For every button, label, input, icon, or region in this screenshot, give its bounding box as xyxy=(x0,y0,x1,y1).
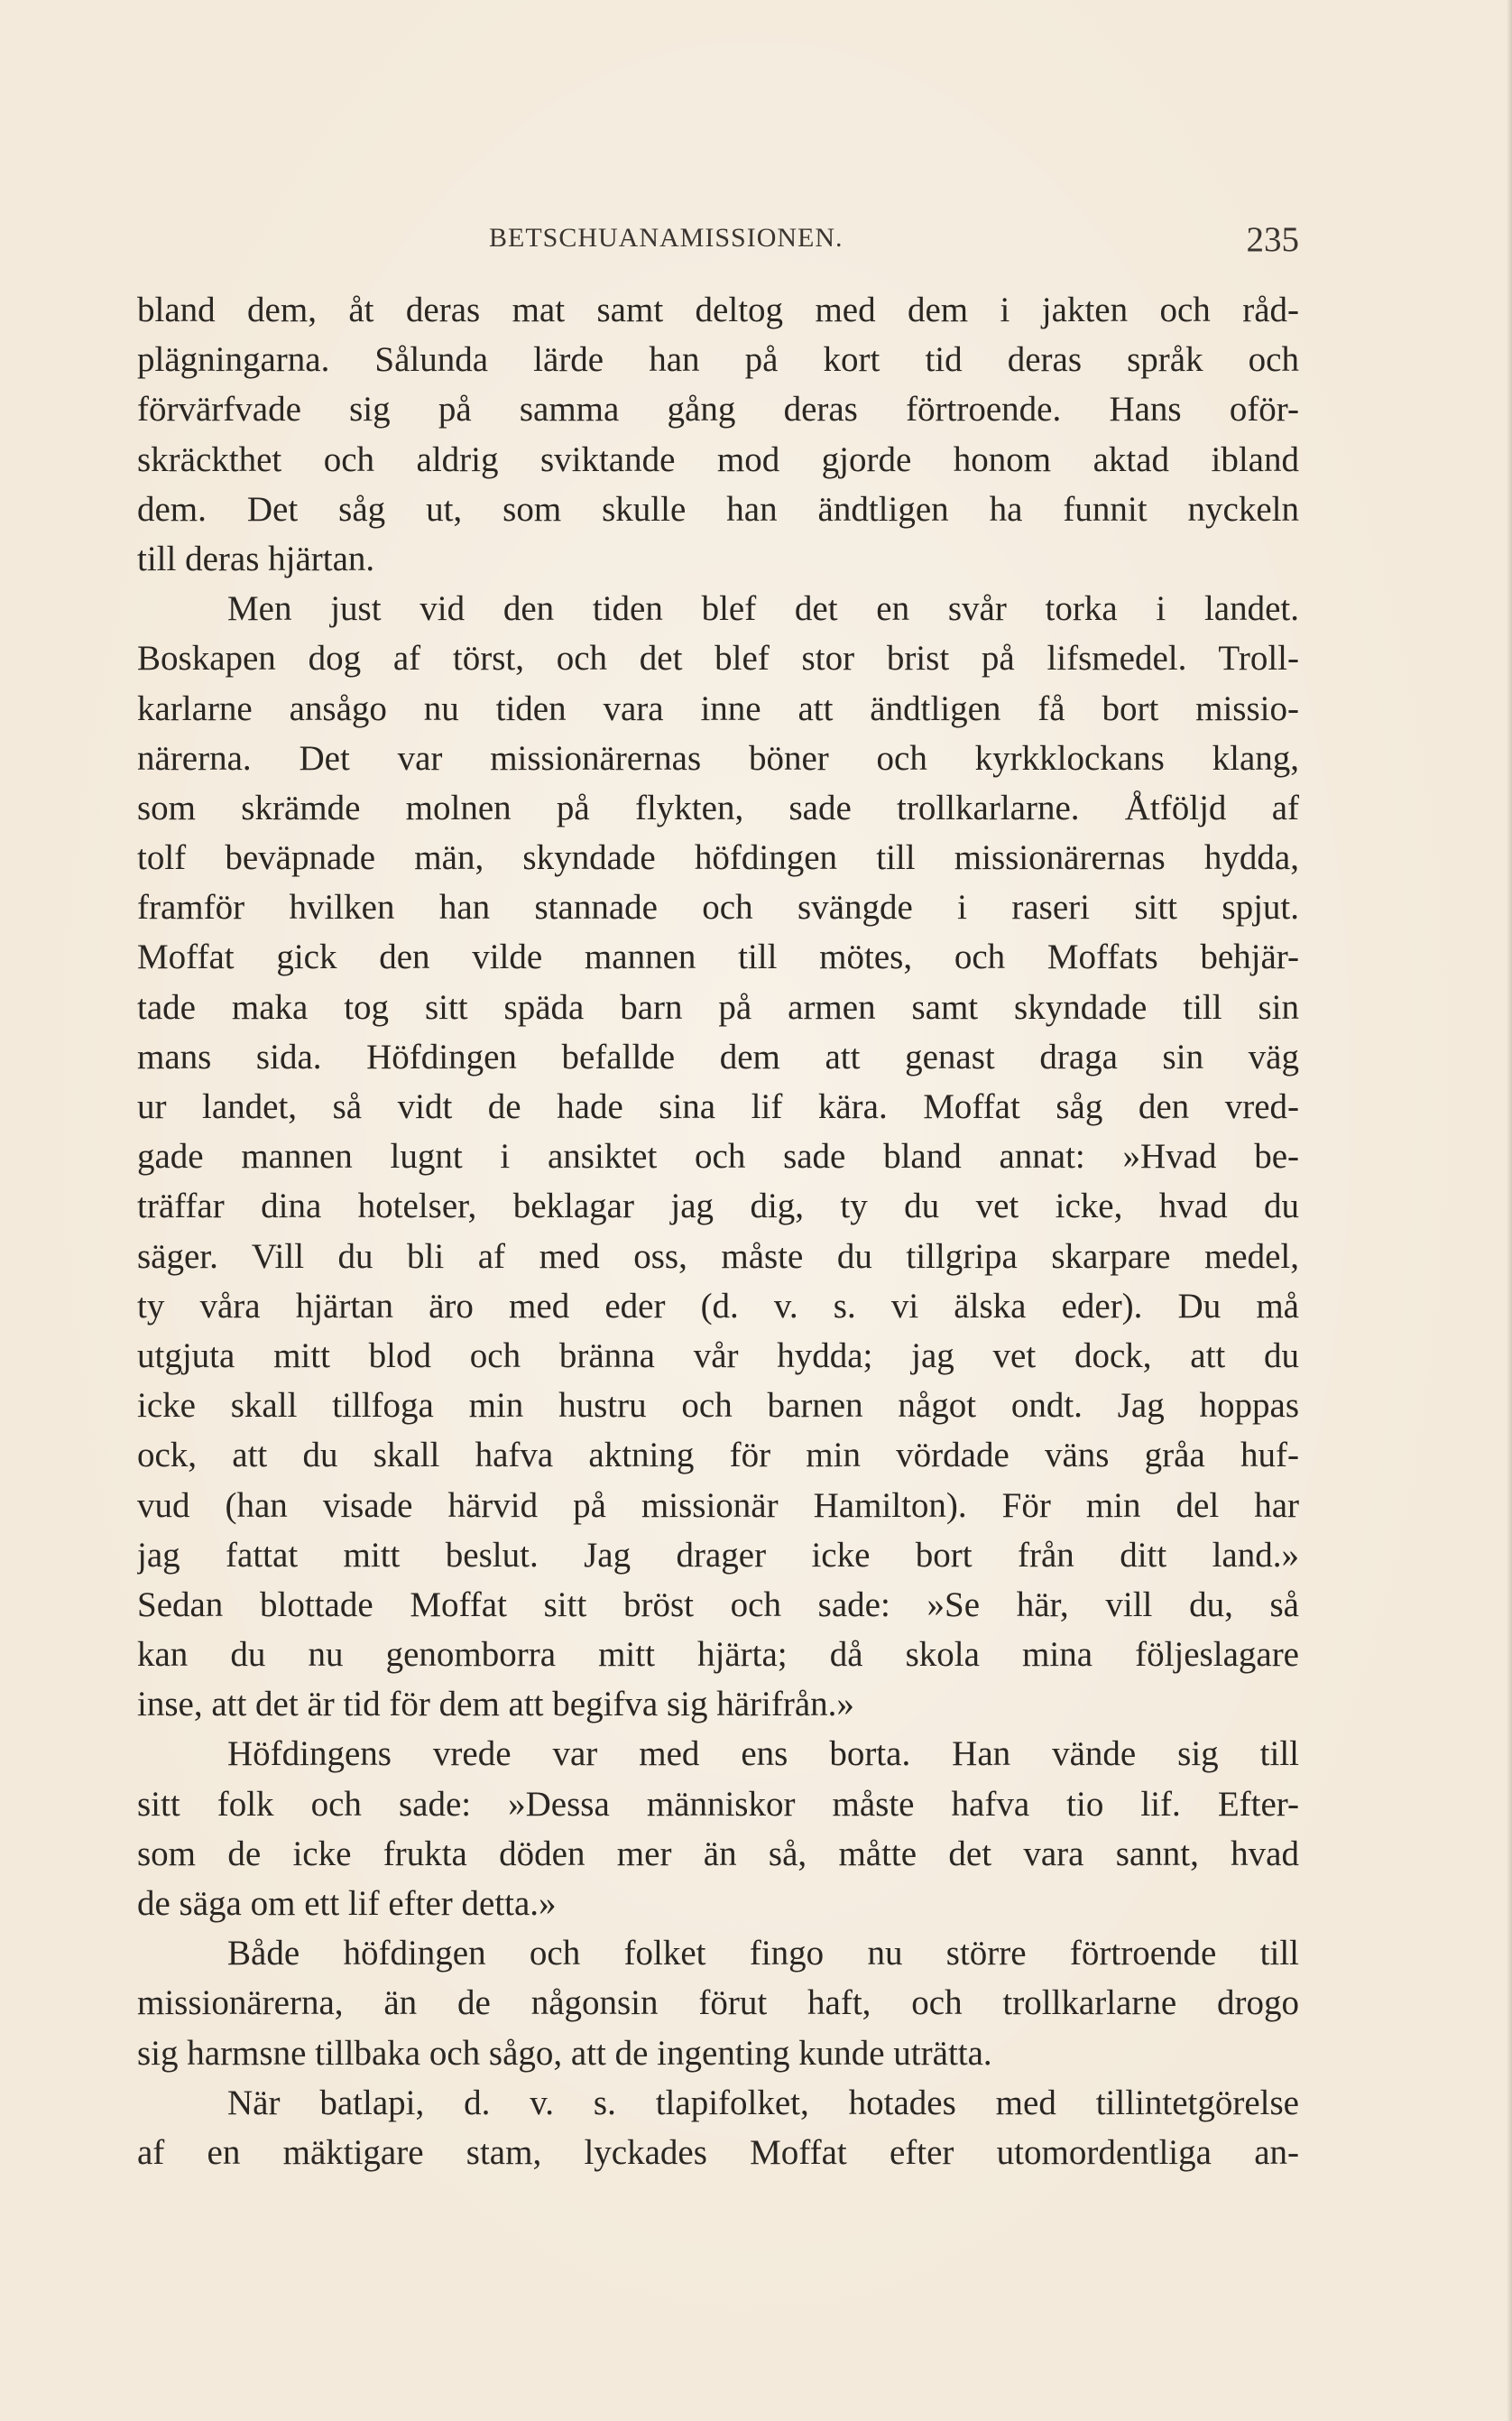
text-line: träffar dina hotelser, beklagar jag dig, ty du vet icke, hvad du xyxy=(137,1187,1299,1226)
text-line: som skrämde molnen på flykten, sade trollkarlarne. Åtföljd af xyxy=(137,788,1299,827)
text-line: Boskapen dog af törst, och det blef stor brist på lifsmedel. Troll- xyxy=(137,639,1299,679)
text-line: sitt folk och sade: »Dessa människor måste hafva tio lif. Efter- xyxy=(137,1784,1299,1824)
page-number: 235 xyxy=(1246,220,1299,259)
text-line: Sedan blottade Moffat sitt bröst och sade: »Se här, vill du, så xyxy=(137,1585,1299,1624)
text-line: mans sida. Höfdingen befallde dem att genast draga sin väg xyxy=(137,1037,1299,1077)
text-line: missionärerna, än de någonsin förut haft, och trollkarlarne drogo xyxy=(137,1983,1299,2023)
text-line: tade maka tog sitt späda barn på armen samt skyndade till sin xyxy=(137,987,1299,1027)
text-line: till deras hjärtan. xyxy=(137,539,375,578)
running-head: BETSCHUANAMISSIONEN. xyxy=(489,223,844,253)
text-line: ty våra hjärtan äro med eder (d. v. s. vi älska eder). Du må xyxy=(137,1286,1299,1326)
text-line: vud (han visade härvid på missionär Hamilton). För min del har xyxy=(137,1485,1299,1525)
text-line: inse, att det är tid för dem att begifva sig härifrån.» xyxy=(137,1685,854,1724)
text-line: Både höfdingen och folket fingo nu större förtroende till xyxy=(227,1934,1299,1973)
text-line: sig harmsne tillbaka och sågo, att de ingenting kunde uträtta. xyxy=(137,2033,992,2073)
text-line: karlarne ansågo nu tiden vara inne att ändtligen få bort missio- xyxy=(137,688,1299,728)
text-line: skräckthet och aldrig sviktande mod gjorde honom aktad ibland xyxy=(137,439,1299,479)
text-line: som de icke frukta döden mer än så, måtte det vara sannt, hvad xyxy=(137,1834,1299,1873)
text-line: icke skall tillfoga min hustru och barnen något ondt. Jag hoppas xyxy=(137,1386,1299,1426)
text-line: utgjuta mitt blod och bränna vår hydda; jag vet dock, att du xyxy=(137,1335,1299,1375)
text-line: de säga om ett lif efter detta.» xyxy=(137,1884,557,1923)
text-line: närerna. Det var missionärernas böner och kyrkklockans klang, xyxy=(137,738,1299,778)
page-header xyxy=(137,219,1299,273)
text-line: kan du nu genomborra mitt hjärta; då skola mina följeslagare xyxy=(137,1635,1299,1675)
text-line: När batlapi, d. v. s. tlapifolket, hotades med tillintetgörelse xyxy=(227,2083,1299,2122)
page-edge-shadow xyxy=(1507,0,1512,2421)
text-line: jag fattat mitt beslut. Jag drager icke bort från ditt land.» xyxy=(137,1535,1299,1575)
text-line: förvärfvade sig på samma gång deras förtroende. Hans oför- xyxy=(137,390,1299,430)
text-line: plägningarna. Sålunda lärde han på kort tid deras språk och xyxy=(137,340,1299,380)
text-line: Höfdingens vrede var med ens borta. Han vände sig till xyxy=(227,1734,1299,1774)
text-line: bland dem, åt deras mat samt deltog med dem i jakten och råd- xyxy=(137,291,1299,329)
text-line: dem. Det såg ut, som skulle han ändtligen ha funnit nyckeln xyxy=(137,489,1299,529)
text-line: ock, att du skall hafva aktning för min vördade väns gråa huf- xyxy=(137,1436,1299,1475)
text-line: framför hvilken han stannade och svängde i raseri sitt spjut. xyxy=(137,888,1299,928)
body-text xyxy=(137,285,1299,2177)
text-line: Men just vid den tiden blef det en svår torka i landet. xyxy=(227,589,1299,629)
text-line: tolf beväpnade män, skyndade höfdingen till missionärernas hydda, xyxy=(137,838,1299,878)
text-line: säger. Vill du bli af med oss, måste du tillgripa skarpare medel, xyxy=(137,1236,1299,1276)
text-line: gade mannen lugnt i ansiktet och sade bland annat: »Hvad be- xyxy=(137,1137,1299,1177)
text-line: af en mäktigare stam, lyckades Moffat efter utomordentliga an- xyxy=(137,2132,1299,2172)
text-line: Moffat gick den vilde mannen till mötes, och Moffats behjär- xyxy=(137,938,1299,977)
text-line: ur landet, så vidt de hade sina lif kära. Moffat såg den vred- xyxy=(137,1087,1299,1126)
